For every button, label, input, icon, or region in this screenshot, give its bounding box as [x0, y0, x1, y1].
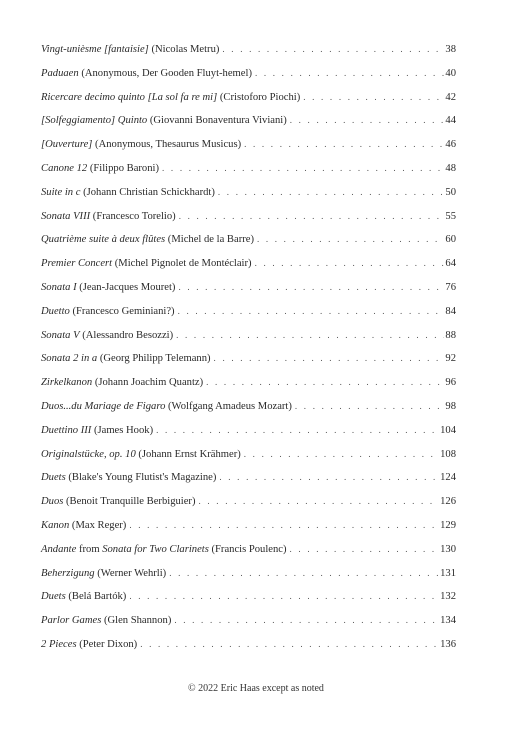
page-number: 134 [440, 615, 456, 627]
composer-name: (Alessandro Besozzi) [79, 329, 174, 341]
composer-name: (Francesco Torelio) [90, 210, 176, 222]
piece-title: Ricercare decimo quinto [La sol fa re mi] [41, 91, 218, 103]
dot-leader [244, 443, 439, 467]
piece-title: 2 Pieces [41, 638, 77, 650]
page-number: 126 [440, 496, 456, 508]
composer-name: (Jean-Jacques Mouret) [76, 281, 176, 293]
composer-name: (Johann Ernst Krähmer) [135, 448, 241, 460]
composer-name: (Belá Bartók) [65, 591, 127, 603]
toc-entry-text [41, 228, 254, 252]
toc-entry-text [41, 62, 252, 86]
toc-entry-text [41, 347, 211, 371]
piece-title: [Solfeggiamento] Quinto [41, 115, 148, 127]
dot-leader [222, 38, 444, 62]
dot-leader [255, 252, 445, 276]
page-number: 96 [445, 377, 456, 389]
dot-leader [176, 324, 444, 348]
piece-title: Suite in c [41, 186, 81, 198]
toc-entry [41, 276, 456, 300]
composer-name: (Benoit Tranquille Berbiguier) [63, 496, 196, 508]
toc-entry [41, 133, 456, 157]
piece-title: Originalstücke, op. 10 [41, 448, 136, 460]
dot-leader [303, 86, 444, 110]
dot-leader [206, 371, 444, 395]
piece-title: Sonata 2 in a [41, 353, 98, 365]
piece-title: Sonata VIII [41, 210, 91, 222]
composer-name: (Wolfgang Amadeus Mozart) [165, 400, 292, 412]
piece-title: Parlor Games [41, 615, 102, 627]
toc-entry-text [41, 538, 287, 562]
composer-name: (Giovanni Bonaventura Viviani) [147, 115, 287, 127]
toc-entry-text [41, 419, 153, 443]
composer-name: (Peter Dixon) [76, 638, 138, 650]
page-number: 50 [445, 186, 456, 198]
composer-name: (Francis Poulenc) [208, 543, 287, 555]
toc-entry [41, 324, 456, 348]
toc-entry [41, 490, 456, 514]
toc-entry-text [41, 157, 159, 181]
table-of-contents [41, 38, 456, 657]
composer-name: (Michel de la Barre) [165, 234, 254, 246]
toc-entry [41, 585, 456, 609]
toc-entry [41, 62, 456, 86]
composer-name: (Cristoforo Piochi) [217, 91, 301, 103]
toc-entry-text [41, 490, 196, 514]
page-number: 104 [440, 424, 456, 436]
composer-name: (Johann Joachim Quantz) [92, 377, 204, 389]
toc-entry-text [41, 252, 252, 276]
page-number: 76 [445, 281, 456, 293]
toc-entry [41, 395, 456, 419]
composer-name: (James Hook) [91, 424, 154, 436]
toc-entry-text [41, 633, 137, 657]
dot-leader [140, 633, 439, 657]
toc-entry [41, 157, 456, 181]
dot-leader [257, 228, 444, 252]
piece-title: Canone 12 [41, 162, 88, 174]
piece-title-connector: from [76, 543, 103, 555]
page-number: 46 [445, 139, 456, 151]
piece-title: Duetto [41, 305, 70, 317]
toc-entry-text [41, 181, 215, 205]
dot-leader [174, 609, 439, 633]
toc-entry-text [41, 205, 176, 229]
dot-leader [290, 109, 445, 133]
page-number: 130 [440, 543, 456, 555]
toc-entry [41, 109, 456, 133]
toc-entry [41, 38, 456, 62]
toc-entry-text [41, 514, 126, 538]
toc-entry [41, 300, 456, 324]
piece-title: Vingt-unièsme [fantaisie] [41, 44, 149, 55]
composer-name: (Werner Wehrli) [94, 567, 167, 579]
page-number: 38 [445, 44, 456, 55]
toc-entry-text [41, 276, 175, 300]
dot-leader [290, 538, 440, 562]
dot-leader [129, 514, 439, 538]
toc-entry [41, 371, 456, 395]
composer-name: (Max Reger) [69, 519, 127, 531]
composer-name: (Anonymous, Thesaurus Musicus) [92, 139, 242, 151]
toc-entry-text [41, 109, 287, 133]
piece-title: Andante [41, 543, 77, 555]
piece-title: Kanon [41, 519, 70, 531]
toc-entry [41, 514, 456, 538]
composer-name: (Georg Philipp Telemann) [97, 353, 211, 365]
dot-leader [244, 133, 444, 157]
toc-entry [41, 228, 456, 252]
dot-leader [219, 466, 439, 490]
toc-entry-text [41, 395, 292, 419]
piece-title: Zirkelkanon [41, 377, 93, 389]
toc-entry-text [41, 371, 203, 395]
piece-title: Duettino III [41, 424, 92, 436]
composer-name: (Francesco Geminiani?) [69, 305, 175, 317]
toc-entry-text [41, 133, 241, 157]
dot-leader [156, 419, 439, 443]
toc-entry-text [41, 443, 241, 467]
dot-leader [179, 205, 445, 229]
toc-entry [41, 562, 456, 586]
dot-leader [169, 562, 439, 586]
page-number: 64 [445, 258, 456, 270]
page-number: 55 [445, 210, 456, 222]
page-number: 92 [445, 353, 456, 365]
dot-leader [162, 157, 444, 181]
toc-entry-text [41, 585, 126, 609]
dot-leader [218, 181, 445, 205]
page-number: 60 [445, 234, 456, 246]
toc-entry-text [41, 38, 219, 62]
dot-leader [178, 300, 445, 324]
page-number: 48 [445, 162, 456, 174]
toc-entry [41, 419, 456, 443]
toc-entry [41, 633, 456, 657]
toc-entry [41, 347, 456, 371]
piece-title: Duos...du Mariage de Figaro [41, 400, 166, 412]
piece-title: Sonata I [41, 281, 77, 293]
toc-entry [41, 252, 456, 276]
toc-entry-text [41, 609, 171, 633]
page-number: 108 [440, 448, 456, 460]
toc-entry-text [41, 466, 216, 490]
composer-name: (Anonymous, Der Gooden Fluyt-hemel) [78, 67, 252, 79]
composer-name: (Nicolas Metru) [148, 44, 220, 55]
page-number: 132 [440, 591, 456, 603]
toc-entry-text [41, 324, 173, 348]
composer-name: (Blake's Young Flutist's Magazine) [65, 472, 217, 484]
page-number: 131 [440, 567, 456, 579]
dot-leader [199, 490, 440, 514]
piece-title: Premier Concert [41, 258, 113, 270]
page-number: 84 [445, 305, 456, 317]
toc-entry-text [41, 86, 300, 110]
dot-leader [129, 585, 439, 609]
page-number: 136 [440, 638, 456, 650]
composer-name: (Michel Pignolet de Montéclair) [112, 258, 252, 270]
dot-leader [178, 276, 444, 300]
page-number: 88 [445, 329, 456, 341]
toc-entry [41, 205, 456, 229]
piece-title: Duets [41, 591, 66, 603]
toc-entry [41, 443, 456, 467]
piece-title-secondary: Sonata for Two Clarinets [102, 543, 209, 555]
page-number: 44 [445, 115, 456, 127]
dot-leader [295, 395, 445, 419]
piece-title: [Ouverture] [41, 139, 93, 151]
toc-entry [41, 181, 456, 205]
piece-title: Duos [41, 496, 64, 508]
piece-title: Quatrième suite à deux flûtes [41, 234, 166, 246]
toc-entry-text [41, 300, 175, 324]
dot-leader [214, 347, 445, 371]
page-number: 129 [440, 519, 456, 531]
page-number: 40 [445, 67, 456, 79]
toc-entry-text [41, 562, 166, 586]
composer-name: (Filippo Baroni) [87, 162, 160, 174]
page-number: 42 [445, 91, 456, 103]
toc-entry [41, 609, 456, 633]
copyright-notice: © 2022 Eric Haas except as noted [188, 683, 324, 694]
page-number: 98 [445, 400, 456, 412]
toc-entry [41, 466, 456, 490]
piece-title: Sonata V [41, 329, 80, 341]
dot-leader [255, 62, 444, 86]
piece-title: Beherzigung [41, 567, 95, 579]
page-number: 124 [440, 472, 456, 484]
piece-title: Duets [41, 472, 66, 484]
toc-entry [41, 86, 456, 110]
composer-name: (Johann Christian Schickhardt) [80, 186, 215, 198]
piece-title: Paduaen [41, 67, 79, 79]
toc-entry [41, 538, 456, 562]
composer-name: (Glen Shannon) [101, 615, 172, 627]
